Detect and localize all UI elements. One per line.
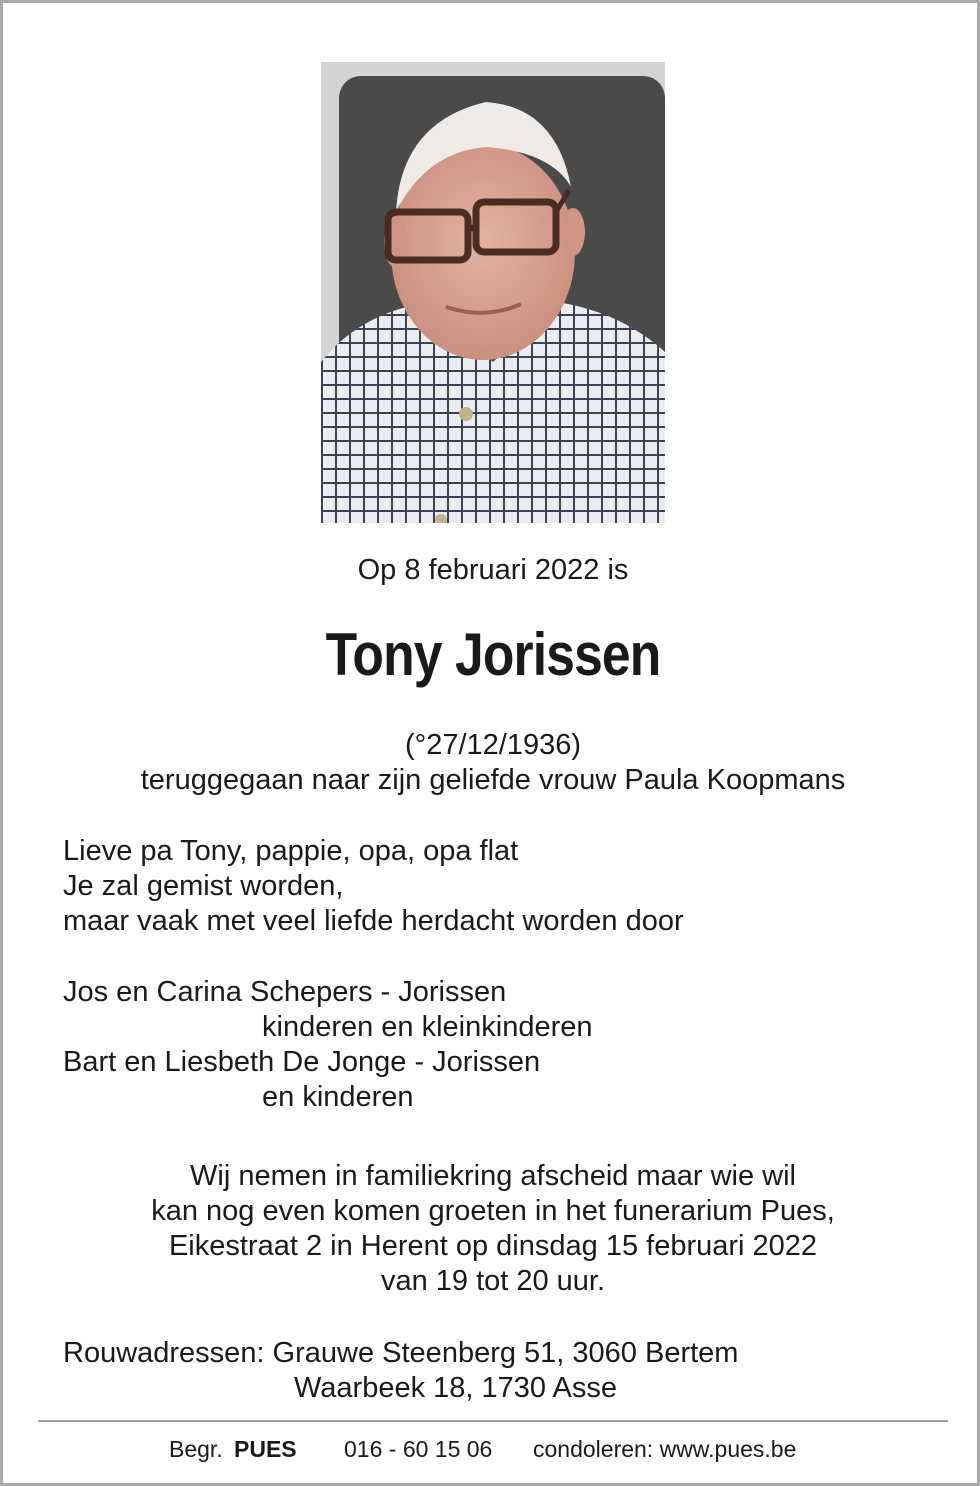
family-names: Jos en Carina Schepers - Jorissen — [63, 976, 507, 1008]
family-relation: kinderen en kleinkinderen — [262, 1011, 593, 1043]
farewell-line: Eikestraat 2 in Herent op dinsdag 15 februari 2022 — [168, 1230, 818, 1262]
reunited-text: teruggegaan naar zijn geliefde vrouw Paula Koopmans — [140, 764, 846, 796]
funeral-company: PUES — [234, 1436, 297, 1462]
footer-phone: 016 - 60 15 06 — [344, 1436, 493, 1462]
deceased-name: Tony Jorissen — [325, 621, 661, 688]
farewell-line: kan nog even komen groeten in het funerarium Pues, — [151, 1195, 835, 1227]
portrait-photo — [321, 62, 665, 523]
footer-prefix: Begr. — [169, 1436, 223, 1462]
mourning-address: Rouwadressen: Grauwe Steenberg 51, 3060 Bertem — [63, 1337, 739, 1369]
mourning-address-second: Waarbeek 18, 1730 Asse — [294, 1372, 617, 1404]
poem-line: Je zal gemist worden, — [63, 870, 344, 902]
footer-divider — [38, 1420, 948, 1422]
intro-text: Op 8 februari 2022 is — [357, 554, 629, 586]
farewell-line: Wij nemen in familiekring afscheid maar wie wil — [190, 1160, 796, 1192]
poem-line: maar vaak met veel liefde herdacht worden door — [63, 905, 684, 937]
birth-date: (°27/12/1936) — [404, 729, 582, 761]
footer — [3, 1433, 980, 1467]
poem-line: Lieve pa Tony, pappie, opa, opa flat — [63, 835, 519, 867]
farewell-line: van 19 tot 20 uur. — [380, 1265, 606, 1297]
condolence-link[interactable]: condoleren: www.pues.be — [533, 1436, 797, 1462]
family-relation: en kinderen — [262, 1081, 414, 1113]
family-names: Bart en Liesbeth De Jonge - Jorissen — [63, 1046, 541, 1078]
